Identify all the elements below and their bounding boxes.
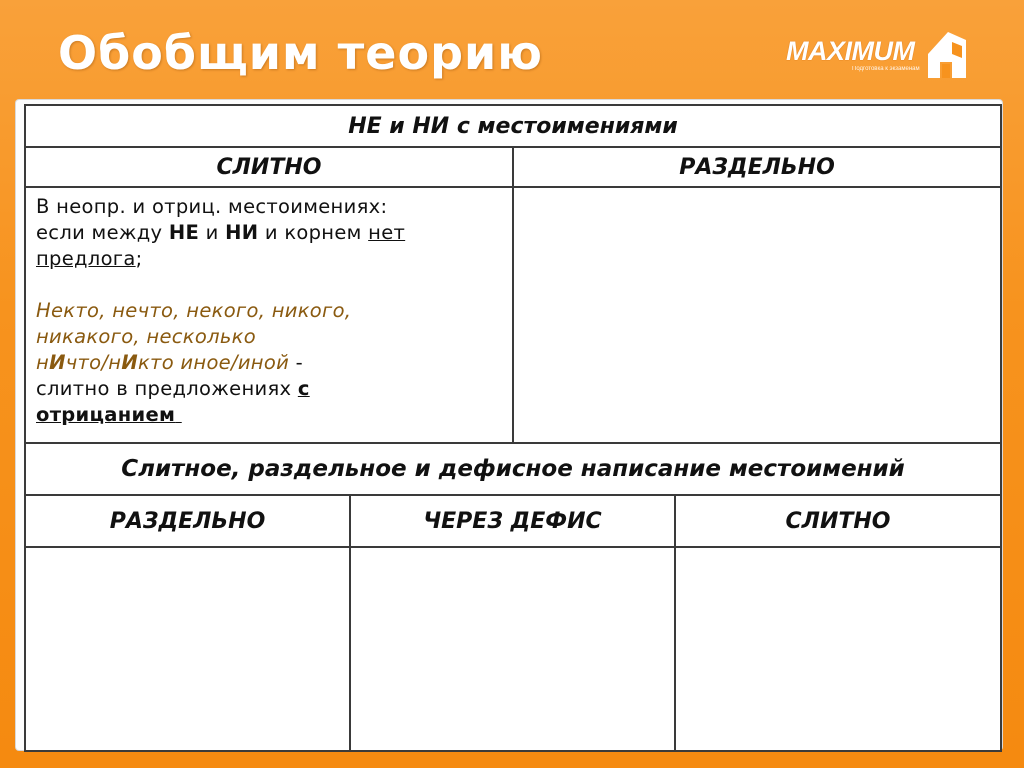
logo-tagline: Подготовка к экзаменам [852, 66, 920, 72]
table2-title: Слитное, раздельное и дефисное написание местоимений [25, 443, 1001, 495]
rule-line-1: В неопр. и отриц. местоимениях: [36, 195, 388, 218]
theory-table [24, 104, 1002, 752]
slide-title: Обобщим теорию [58, 26, 543, 80]
table2-col-separate: РАЗДЕЛЬНО [25, 495, 350, 547]
rule-line-negation: слитно в предложениях с [36, 377, 310, 400]
examples-line-2: никакого, несколько [36, 325, 256, 348]
logo-text: MAXIMUM [786, 36, 915, 66]
table2-cell-separate [25, 547, 350, 751]
ni-particle: НИ [225, 221, 259, 244]
table1-col-right: РАЗДЕЛЬНО [513, 147, 1001, 187]
rule-line-2: если между НЕ и НИ и корнем нет [36, 221, 406, 244]
table2-col-hyphen: ЧЕРЕЗ ДЕФИС [350, 495, 675, 547]
table1-title: НЕ и НИ с местоимениями [25, 105, 1001, 147]
rule-line-last: отрицанием [36, 403, 176, 426]
table2-cell-together [675, 547, 1001, 751]
table2-col-together: СЛИТНО [675, 495, 1001, 547]
separate-cell [513, 187, 1001, 443]
ne-particle: НЕ [168, 221, 200, 244]
examples-line-1: Некто, нечто, некого, никого, [36, 299, 352, 322]
no-preposition-underlined: нет [368, 221, 406, 244]
table2-cell-hyphen [350, 547, 675, 751]
rule-line-3: предлога; [36, 247, 143, 270]
house-logo-icon [922, 28, 970, 84]
table1-col-left: СЛИТНО [25, 147, 513, 187]
maximum-logo [786, 26, 976, 86]
rule-cell [25, 187, 513, 443]
examples-line-3: нИчто/нИкто иное/иной - [36, 351, 303, 374]
